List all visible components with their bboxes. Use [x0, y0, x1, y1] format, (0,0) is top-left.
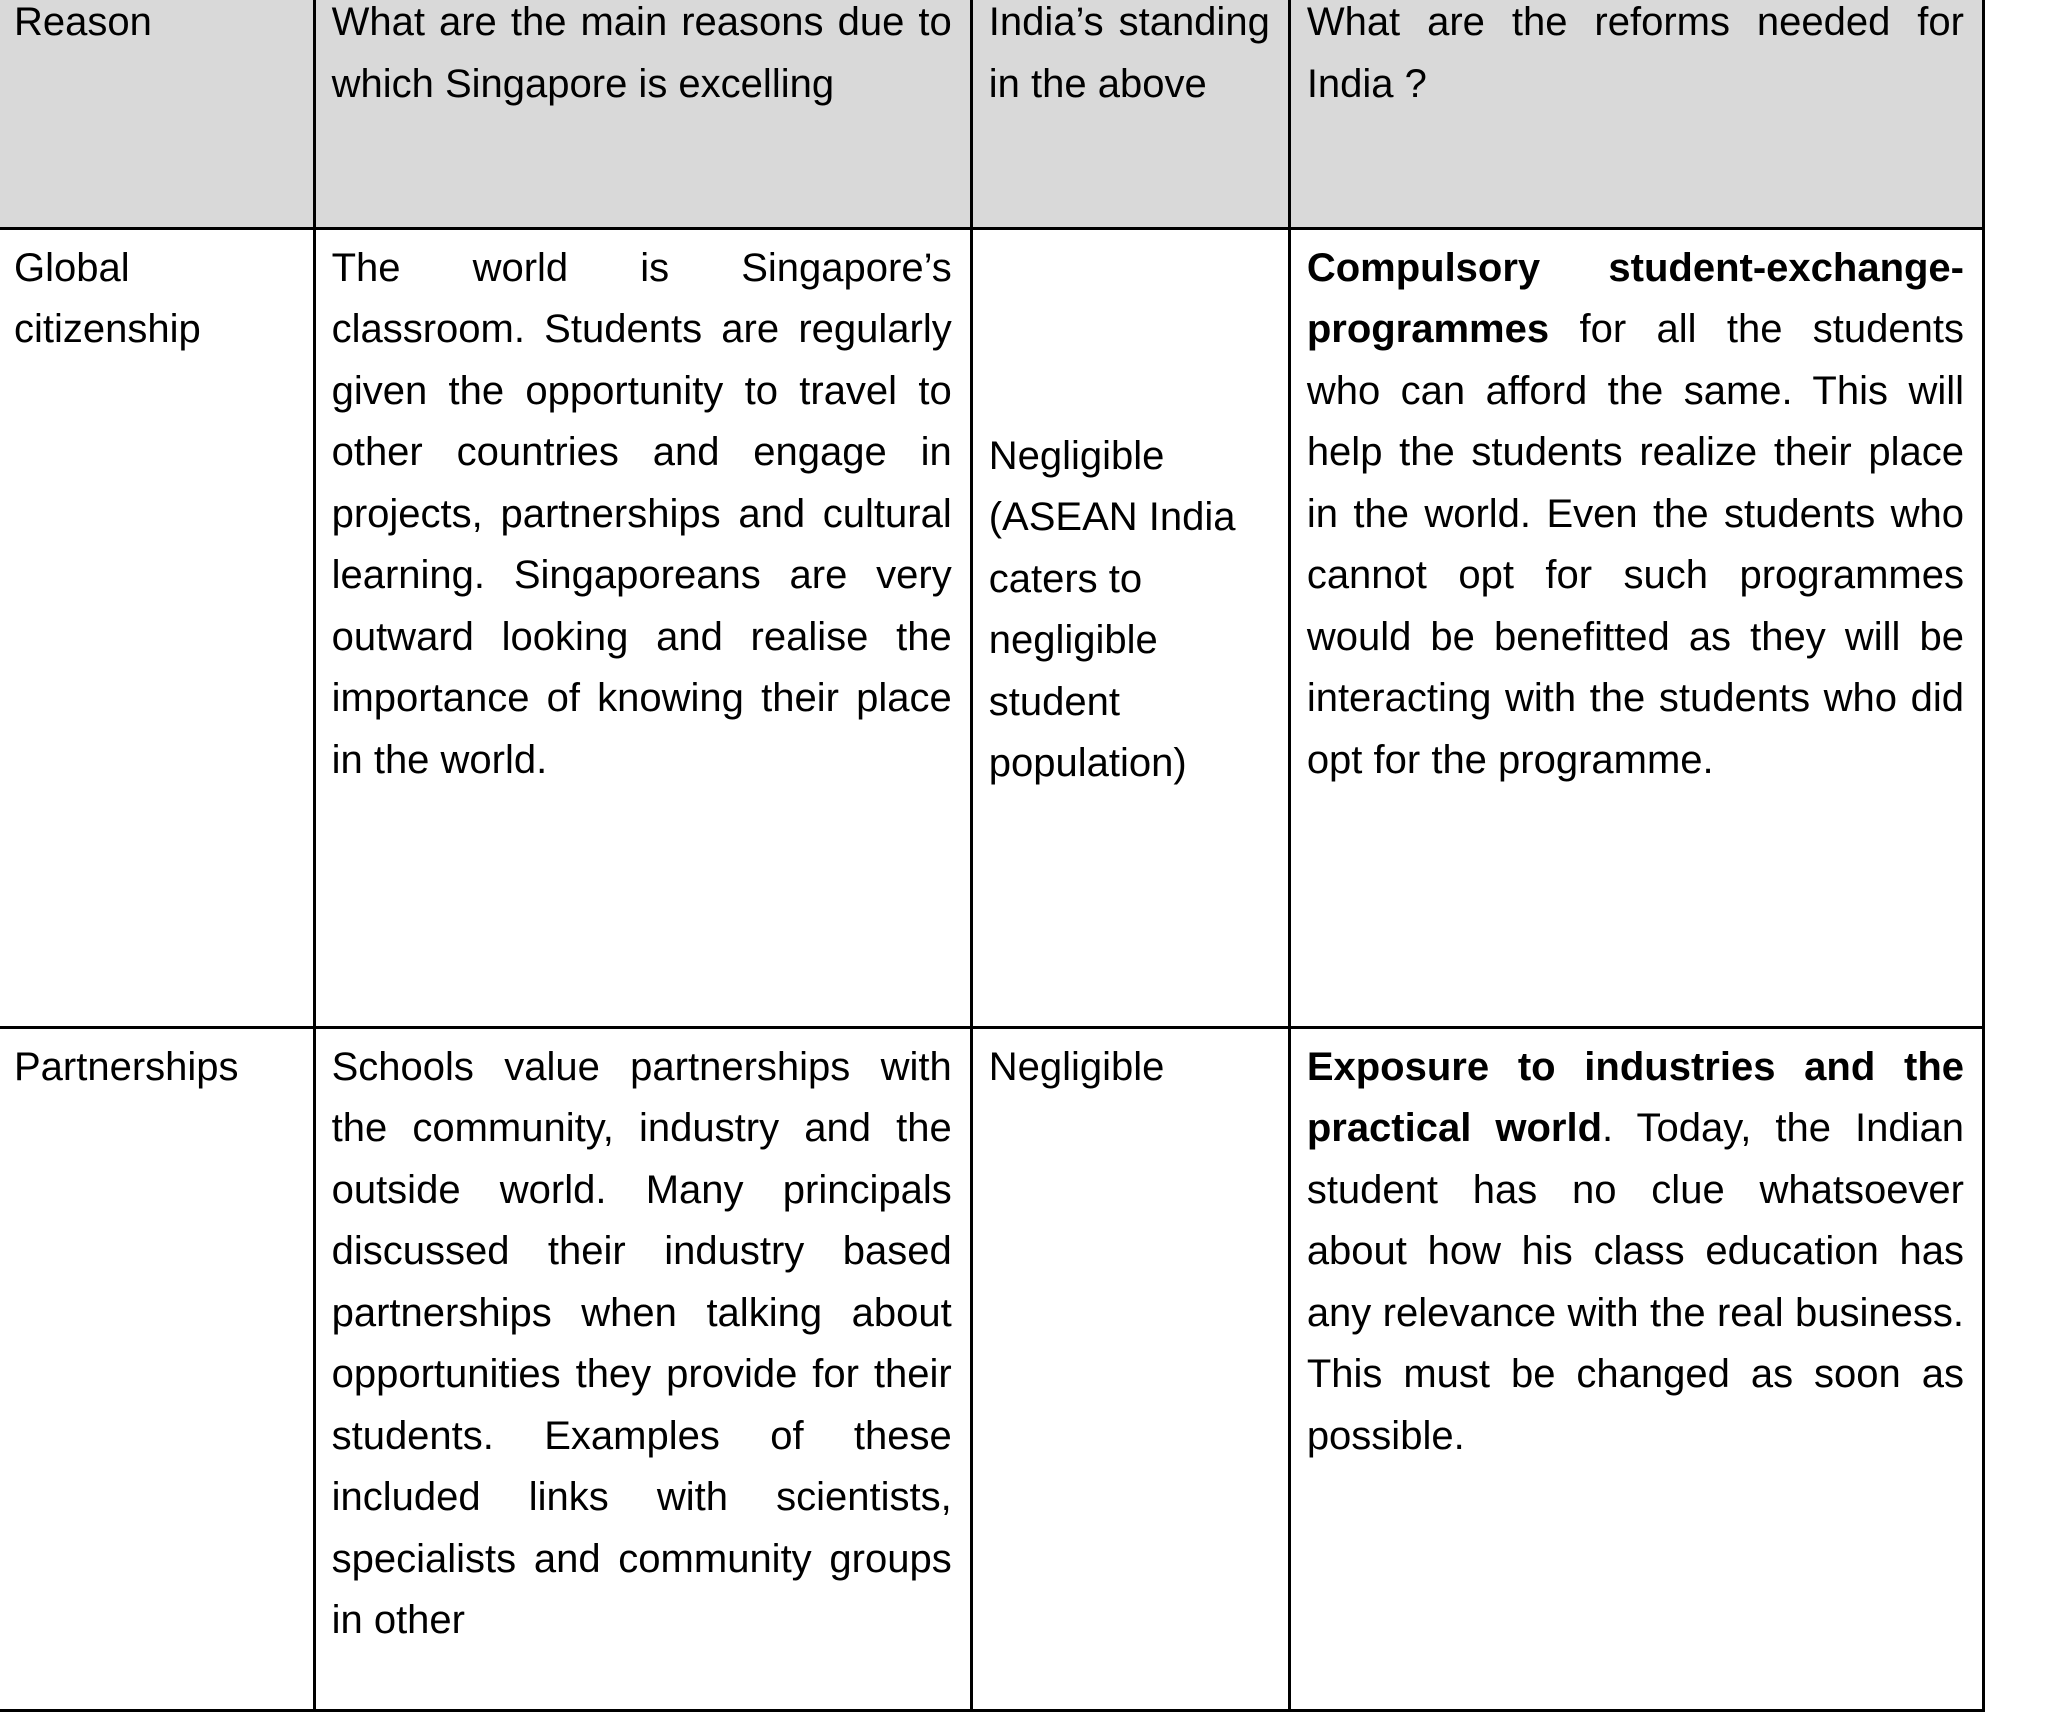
header-reason: Reason: [0, 0, 314, 228]
cell-reforms-needed: [1289, 228, 1983, 1027]
reform-highlight: Compulsory student-exchange-programmes: [1306, 245, 1964, 351]
header-singapore-reasons: What are the main reasons due to which Singapore is excelling: [314, 0, 971, 228]
reason-text: Global citizenship: [14, 245, 201, 351]
table-row: [0, 228, 1984, 1027]
india-standing-text: Negligible: [988, 1044, 1165, 1089]
cell-reason: [0, 1027, 314, 1710]
reform-highlight: Exposure to industries and the practical world: [1306, 1044, 1964, 1150]
cell-india-standing: [971, 228, 1289, 1027]
table-row: [0, 1027, 1984, 1710]
header-india-standing: India’s standing in the above: [971, 0, 1289, 228]
cell-reason: [0, 228, 314, 1027]
header-reforms-needed: What are the reforms needed for India ?: [1289, 0, 1983, 228]
cell-singapore-reasons: [314, 1027, 971, 1710]
table-header-row: [0, 0, 1984, 228]
cell-india-standing: [971, 1027, 1289, 1710]
singapore-reasons-text: The world is Singapore’s classroom. Students are regularly given the opportunity to travel to other countries and engage in projects, partnerships and cultural learning. Singaporeans are very outward looking and realise the importance of knowing their place in the world.: [331, 245, 952, 782]
reason-text: Partnerships: [14, 1044, 239, 1089]
reforms-paragraph: [1307, 230, 1964, 792]
reform-detail: . Today, the Indian student has no clue whatsoever about how his class education has any relevance with the real business. This must be changed as soon as possible.: [1306, 1106, 1965, 1458]
reforms-paragraph: [1307, 1029, 1964, 1468]
reform-detail: for all the students who can afford the same. This will help the students realize their place in the world. Even the students who cannot opt for such programmes would be benefitted as they will be interacting with the students who did opt for the programme.: [1306, 307, 1964, 782]
india-standing-text: Negligible (ASEAN India caters to negligible student population): [988, 433, 1236, 785]
cell-singapore-reasons: [314, 228, 971, 1027]
cell-reforms-needed: [1289, 1027, 1983, 1710]
singapore-reasons-text: Schools value partnerships with the community, industry and the outside world. Many principals discussed their industry based partnerships when talking about opportunities they provide for their students. Examples of these included links with scientists, specialists and community groups in other: [331, 1044, 952, 1642]
